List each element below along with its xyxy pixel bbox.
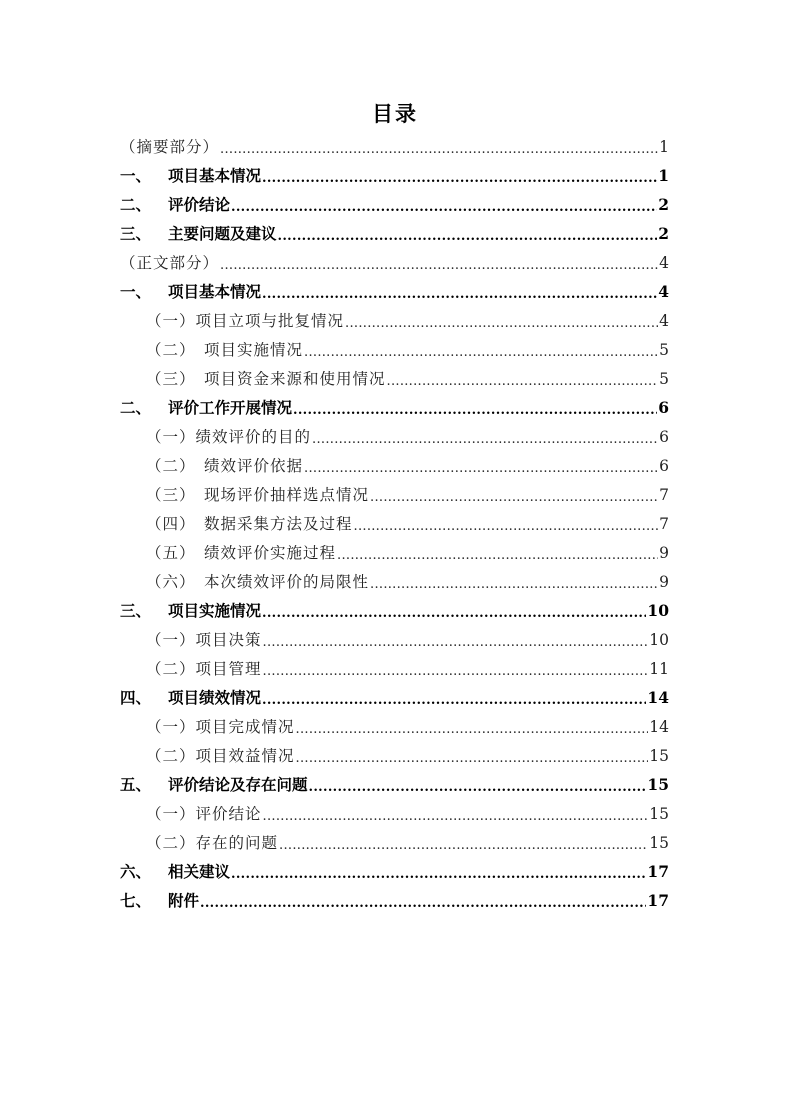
toc-entry-page-number: 5 — [659, 341, 669, 359]
toc-entry-page-number: 7 — [659, 515, 669, 533]
toc-entry-page-number: 6 — [659, 457, 669, 475]
toc-entry-label: 项目决策 — [195, 631, 262, 649]
toc-entry-page-number: 14 — [647, 688, 669, 707]
toc-entry[interactable] — [120, 856, 669, 885]
toc-entry-page-number: 5 — [659, 370, 669, 388]
toc-entry-number: （六） — [146, 573, 196, 591]
toc-entry[interactable] — [146, 450, 669, 479]
toc-entry-label: 项目立项与批复情况 — [195, 312, 345, 330]
toc-entry[interactable] — [120, 160, 669, 189]
dot-leader — [293, 404, 657, 418]
toc-entry[interactable] — [146, 798, 669, 827]
dot-leader — [278, 230, 658, 244]
toc-entry[interactable] — [146, 508, 669, 537]
toc-entry-label: 项目效益情况 — [195, 747, 295, 765]
toc-entry-label: 绩效评价的目的 — [195, 428, 312, 446]
dot-leader — [312, 433, 658, 447]
toc-entry-number: 七、 — [120, 891, 152, 910]
toc-entry-number: 三、 — [120, 601, 152, 620]
toc-entry-number: （四） — [146, 515, 196, 533]
toc-entry-page-number: 14 — [649, 718, 669, 736]
toc-list — [0, 131, 790, 914]
toc-entry-page-number: 6 — [659, 428, 669, 446]
toc-entry-label: 绩效评价实施过程 — [204, 544, 337, 562]
toc-entry-number: （一） — [146, 312, 196, 330]
toc-entry-number: （五） — [146, 544, 196, 562]
toc-entry[interactable] — [146, 653, 669, 682]
toc-entry-number: （二） — [146, 457, 196, 475]
toc-entry-label: 本次绩效评价的局限性 — [204, 573, 370, 591]
dot-leader — [200, 897, 646, 911]
toc-entry-number: （二） — [146, 341, 196, 359]
toc-entry-number: 一、 — [120, 166, 152, 185]
dot-leader — [296, 723, 649, 737]
toc-entry-label: 现场评价抽样选点情况 — [204, 486, 370, 504]
toc-entry-number: 六、 — [120, 862, 152, 881]
dot-leader — [262, 172, 657, 186]
dot-leader — [262, 288, 657, 302]
toc-entry-page-number: 15 — [649, 834, 669, 852]
toc-entry[interactable] — [120, 769, 669, 798]
toc-entry-label: 项目实施情况 — [168, 601, 262, 620]
toc-entry-page-number: 2 — [658, 195, 669, 214]
toc-entry[interactable] — [146, 334, 669, 363]
toc-entry-page-number: 10 — [647, 601, 669, 620]
toc-entry-label: 项目完成情况 — [195, 718, 295, 736]
toc-entry-page-number: 2 — [658, 224, 669, 243]
toc-entry-label: 评价工作开展情况 — [168, 398, 293, 417]
toc-entry[interactable] — [146, 827, 669, 856]
toc-title: 目录 — [372, 101, 418, 126]
toc-entry-page-number: 15 — [647, 775, 669, 794]
dot-leader — [262, 607, 646, 621]
toc-entry-page-number: 6 — [658, 398, 669, 417]
toc-entry[interactable] — [120, 189, 669, 218]
dot-leader — [220, 143, 658, 157]
toc-entry-number: 三、 — [120, 224, 152, 243]
toc-entry-page-number: 4 — [659, 254, 669, 272]
toc-entry[interactable] — [146, 537, 669, 566]
toc-entry-number: （二） — [146, 747, 196, 765]
toc-entry[interactable] — [146, 421, 669, 450]
dot-leader — [220, 259, 658, 273]
toc-entry-page-number: 10 — [649, 631, 669, 649]
dot-leader — [263, 810, 649, 824]
toc-entry-number: 五、 — [120, 775, 152, 794]
toc-entry-label: 评价结论 — [168, 195, 231, 214]
toc-entry-page-number: 9 — [659, 544, 669, 562]
toc-entry[interactable] — [120, 247, 669, 276]
toc-entry[interactable] — [120, 595, 669, 624]
toc-entry[interactable] — [120, 682, 669, 711]
toc-entry-label: 数据采集方法及过程 — [204, 515, 353, 533]
toc-entry-page-number: 1 — [659, 138, 669, 156]
toc-entry[interactable] — [120, 218, 669, 247]
toc-entry-label: 附件 — [168, 891, 200, 910]
toc-entry-number: 四、 — [120, 688, 152, 707]
toc-entry[interactable] — [120, 885, 669, 914]
toc-entry[interactable] — [146, 305, 669, 334]
toc-entry[interactable] — [146, 740, 669, 769]
toc-entry-label: 项目资金来源和使用情况 — [204, 370, 386, 388]
toc-entry-label: （正文部分） — [120, 254, 220, 272]
toc-entry-number: 二、 — [120, 195, 152, 214]
dot-leader — [304, 462, 658, 476]
toc-entry-page-number: 17 — [647, 862, 669, 881]
toc-entry-label: 项目基本情况 — [168, 282, 262, 301]
toc-entry-label: 项目基本情况 — [168, 166, 262, 185]
dot-leader — [231, 201, 657, 215]
toc-entry-label: 存在的问题 — [195, 834, 279, 852]
toc-entry[interactable] — [120, 131, 669, 160]
toc-entry-number: （一） — [146, 718, 196, 736]
toc-entry[interactable] — [120, 276, 669, 305]
dot-leader — [262, 694, 646, 708]
toc-entry-label: 项目实施情况 — [204, 341, 304, 359]
toc-entry-page-number: 15 — [649, 747, 669, 765]
toc-entry[interactable] — [146, 566, 669, 595]
toc-entry-page-number: 17 — [647, 891, 669, 910]
dot-leader — [370, 491, 658, 505]
toc-entry-page-number: 11 — [649, 660, 669, 678]
dot-leader — [296, 752, 649, 766]
dot-leader — [263, 665, 649, 679]
toc-entry-number: （二） — [146, 834, 196, 852]
dot-leader — [304, 346, 658, 360]
toc-entry-page-number: 7 — [659, 486, 669, 504]
toc-entry[interactable] — [146, 363, 669, 392]
toc-entry[interactable] — [146, 479, 669, 508]
toc-entry-page-number: 9 — [659, 573, 669, 591]
toc-entry-label: 相关建议 — [168, 862, 231, 881]
toc-entry-number: （三） — [146, 486, 196, 504]
toc-entry-label: （摘要部分） — [120, 138, 220, 156]
toc-entry-label: 主要问题及建议 — [168, 224, 277, 243]
dot-leader — [231, 868, 646, 882]
toc-entry-page-number: 4 — [659, 312, 669, 330]
toc-entry-page-number: 15 — [649, 805, 669, 823]
toc-entry-page-number: 4 — [658, 282, 669, 301]
toc-entry-number: 一、 — [120, 282, 152, 301]
toc-entry-number: 二、 — [120, 398, 152, 417]
toc-entry-number: （一） — [146, 631, 196, 649]
toc-entry-label: 项目管理 — [195, 660, 262, 678]
toc-entry[interactable] — [120, 392, 669, 421]
dot-leader — [354, 520, 659, 534]
toc-entry-number: （二） — [146, 660, 196, 678]
toc-entry-number: （三） — [146, 370, 196, 388]
toc-entry-label: 评价结论 — [195, 805, 262, 823]
dot-leader — [279, 839, 648, 853]
dot-leader — [370, 578, 658, 592]
toc-entry-label: 绩效评价依据 — [204, 457, 304, 475]
toc-entry[interactable] — [146, 624, 669, 653]
toc-entry-number: （一） — [146, 805, 196, 823]
toc-entry[interactable] — [146, 711, 669, 740]
dot-leader — [387, 375, 659, 389]
toc-entry-page-number: 1 — [658, 166, 669, 185]
toc-entry-label: 评价结论及存在问题 — [168, 775, 308, 794]
toc-entry-number: （一） — [146, 428, 196, 446]
dot-leader — [309, 781, 647, 795]
dot-leader — [337, 549, 658, 563]
dot-leader — [345, 317, 658, 331]
dot-leader — [263, 636, 649, 650]
toc-entry-label: 项目绩效情况 — [168, 688, 262, 707]
